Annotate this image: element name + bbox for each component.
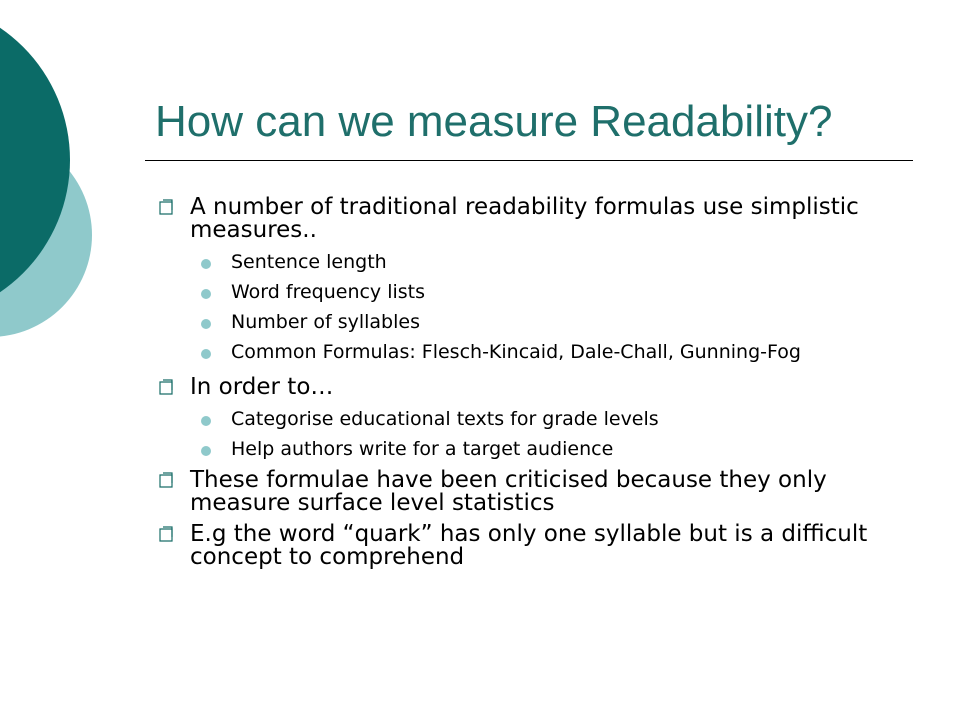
bullet-text: A number of traditional readability formulas use simplistic measures.. bbox=[190, 194, 859, 243]
slide-body bbox=[158, 196, 918, 577]
sub-bullet-text: Sentence length bbox=[231, 251, 387, 273]
sub-bullet-item bbox=[231, 252, 918, 272]
sub-bullet-text: Common Formulas: Flesch-Kincaid, Dale-Chall, Gunning-Fog bbox=[231, 341, 801, 363]
sub-bullet-list bbox=[158, 252, 918, 362]
round-dot-icon bbox=[201, 446, 211, 456]
open-square-marker-icon bbox=[158, 526, 174, 542]
round-dot-icon bbox=[201, 416, 211, 426]
sub-bullet-list bbox=[158, 409, 918, 459]
sub-bullet-text: Word frequency lists bbox=[231, 281, 426, 303]
round-dot-icon bbox=[201, 289, 211, 299]
sub-bullet-item bbox=[231, 342, 831, 362]
decorative-circles bbox=[0, 0, 160, 420]
bullet-item bbox=[158, 376, 918, 399]
slide-title: How can we measure Readability? bbox=[155, 97, 833, 146]
bullet-item bbox=[158, 196, 918, 242]
bullet-item bbox=[158, 469, 918, 515]
sub-bullet-item bbox=[231, 409, 918, 429]
open-square-marker-icon bbox=[158, 199, 174, 215]
round-dot-icon bbox=[201, 259, 211, 269]
sub-bullet-text: Categorise educational texts for grade levels bbox=[231, 408, 659, 430]
bullet-text: In order to… bbox=[190, 374, 334, 400]
bullet-text: E.g the word “quark” has only one syllable but is a difficult concept to comprehend bbox=[190, 521, 868, 570]
open-square-marker-icon bbox=[158, 379, 174, 395]
sub-bullet-text: Number of syllables bbox=[231, 311, 420, 333]
round-dot-icon bbox=[201, 349, 211, 359]
sub-bullet-item bbox=[231, 282, 918, 302]
sub-bullet-text: Help authors write for a target audience bbox=[231, 438, 614, 460]
bullet-text: These formulae have been criticised because they only measure surface level statistics bbox=[190, 467, 827, 516]
sub-bullet-item bbox=[231, 312, 918, 332]
round-dot-icon bbox=[201, 319, 211, 329]
title-divider bbox=[145, 160, 913, 161]
sub-bullet-item bbox=[231, 439, 918, 459]
open-square-marker-icon bbox=[158, 472, 174, 488]
bullet-item bbox=[158, 523, 918, 569]
